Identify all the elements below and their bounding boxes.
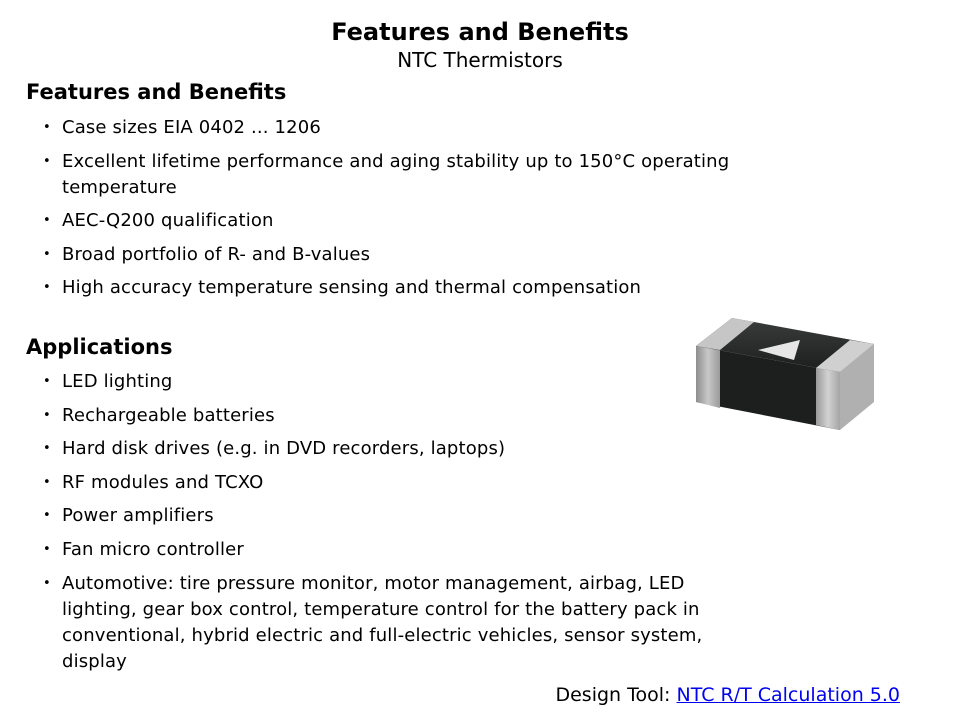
ntc-calculation-link[interactable]: NTC R/T Calculation 5.0 [676,684,900,706]
list-item: • Automotive: tire pressure monitor, motor management, airbag, LED lighting, gear box control, temperature control for the battery pack in conventional, hybrid electric and full-electric vehicles, sensor system, display [42,571,762,675]
list-item: • Broad portfolio of R- and B-values [42,242,762,268]
ntc-thermistor-chip-image [690,312,880,436]
features-list [42,115,762,309]
applications-heading: Applications [26,335,173,359]
page-title: Features and Benefits [331,18,629,46]
features-heading: Features and Benefits [26,80,287,104]
page-subtitle: NTC Thermistors [397,48,563,72]
list-item: • Rechargeable batteries [42,403,762,429]
list-item: • AEC-Q200 qualification [42,208,762,234]
list-item: • RF modules and TCXO [42,470,762,496]
list-item: • Fan micro controller [42,537,762,563]
design-tool-label: Design Tool: [555,684,671,706]
list-item: • Case sizes EIA 0402 ... 1206 [42,115,762,141]
design-tool-footer [555,682,900,708]
list-item: • Hard disk drives (e.g. in DVD recorders, laptops) [42,436,762,462]
list-item: • Excellent lifetime performance and aging stability up to 150°C operating temperature [42,149,762,201]
applications-list [42,369,762,682]
list-item: • High accuracy temperature sensing and thermal compensation [42,275,762,301]
list-item: • Power amplifiers [42,503,762,529]
list-item: • LED lighting [42,369,762,395]
title-block [0,18,960,72]
